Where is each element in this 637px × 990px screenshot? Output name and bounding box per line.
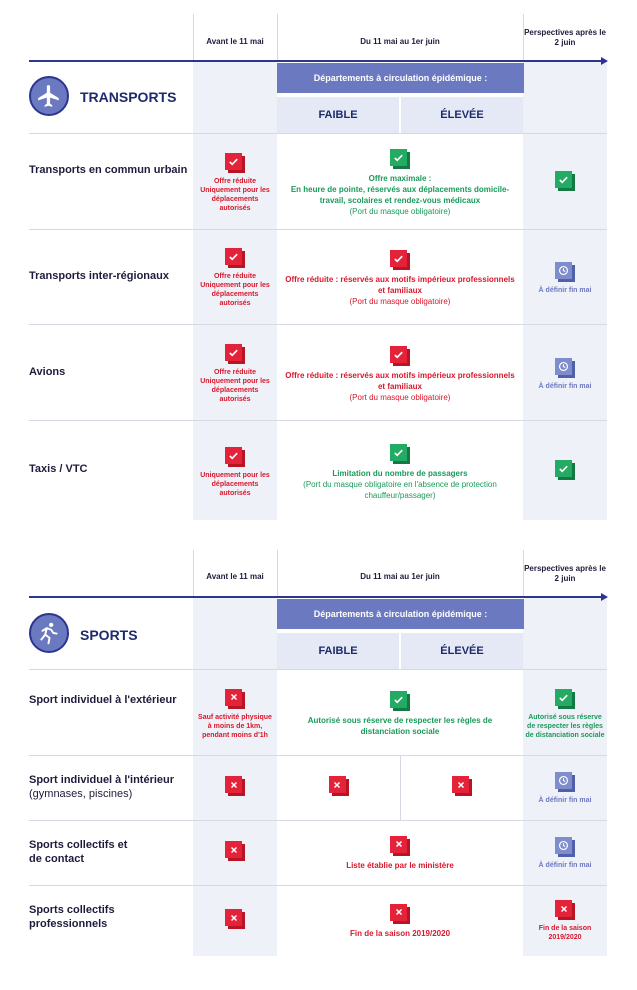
cell-during: Fin de la saison 2019/2020 bbox=[277, 887, 523, 955]
timeline-arrow-icon bbox=[601, 57, 608, 65]
cross-icon bbox=[225, 776, 245, 796]
check-icon bbox=[555, 689, 575, 709]
cell-before: Offre réduite Uniquement pour les déplacements autorisés bbox=[193, 140, 277, 226]
cross-icon bbox=[329, 776, 349, 796]
clock-icon bbox=[555, 262, 575, 282]
cell-before: Offre réduite Uniquement pour les déplacements autorisés bbox=[193, 235, 277, 321]
cell-before bbox=[193, 822, 277, 884]
cell-before bbox=[193, 757, 277, 819]
check-icon bbox=[390, 250, 410, 270]
row-label: Transports inter-régionaux bbox=[29, 270, 169, 282]
cell-before: Offre réduite Uniquement pour les déplacements autorisés bbox=[193, 331, 277, 417]
cell-low bbox=[277, 757, 400, 819]
row-label: Transports en commun urbain bbox=[29, 164, 188, 176]
header-before: Avant le 11 mai bbox=[206, 37, 264, 46]
check-icon bbox=[390, 149, 410, 169]
cross-icon bbox=[390, 904, 410, 924]
sports-section bbox=[0, 535, 637, 965]
check-icon bbox=[390, 346, 410, 366]
header-during: Du 11 mai au 1er juin bbox=[360, 572, 440, 581]
check-icon bbox=[390, 691, 410, 711]
clock-icon bbox=[555, 837, 575, 857]
cell-before: Sauf activité physique à moins de 1km, pendant moins d'1h bbox=[193, 675, 277, 753]
airplane-icon bbox=[29, 76, 69, 116]
row-label: Taxis / VTC bbox=[29, 463, 88, 475]
cell-during: Offre réduite : réservés aux motifs impérieux professionnels et familiaux (Port du masque obligatoire) bbox=[277, 235, 523, 321]
cell-before bbox=[193, 887, 277, 955]
cross-icon bbox=[225, 841, 245, 861]
cell-after: À définir fin mai bbox=[523, 757, 607, 819]
check-icon bbox=[555, 460, 575, 480]
cross-icon bbox=[390, 836, 410, 856]
header-low: FAIBLE bbox=[277, 97, 399, 133]
row-label: Sport individuel à l'extérieur bbox=[29, 694, 177, 706]
cross-icon bbox=[225, 153, 245, 173]
header-low: FAIBLE bbox=[277, 633, 399, 669]
cell-during: Liste établie par le ministère bbox=[277, 822, 523, 884]
header-high: ÉLEVÉE bbox=[401, 633, 523, 669]
check-icon bbox=[225, 344, 245, 364]
check-icon bbox=[225, 248, 245, 268]
cell-high bbox=[401, 757, 523, 819]
cell-before: Uniquement pour les déplacements autorisés bbox=[193, 427, 277, 517]
timeline-axis bbox=[29, 60, 603, 62]
section-title: TRANSPORTS bbox=[80, 89, 177, 105]
cell-after: À définir fin mai bbox=[523, 822, 607, 884]
row-label: Avions bbox=[29, 366, 66, 378]
clock-icon bbox=[555, 772, 575, 792]
row-sublabel: (gymnases, piscines) bbox=[29, 788, 133, 800]
cell-during: Offre maximale : En heure de pointe, réservés aux déplacements domicile-travail, scolaires et rendez-vous médicaux (Port du masque obligatoire) bbox=[277, 140, 523, 226]
check-icon bbox=[390, 444, 410, 464]
cell-after: À définir fin mai bbox=[523, 331, 607, 417]
cell-after: Fin de la saison 2019/2020 bbox=[523, 887, 607, 955]
cell-after: À définir fin mai bbox=[523, 235, 607, 321]
cross-icon bbox=[225, 909, 245, 929]
cell-after bbox=[523, 427, 607, 517]
cell-after: Autorisé sous réserve de respecter les règles de distanciation sociale bbox=[523, 675, 607, 753]
cross-icon bbox=[225, 689, 245, 709]
row-label: Sports collectifs professionnels bbox=[29, 904, 115, 930]
timeline-arrow-icon bbox=[601, 593, 608, 601]
section-title: SPORTS bbox=[80, 627, 138, 643]
row-label: Sport individuel à l'intérieur (gymnases, piscines) bbox=[29, 774, 175, 800]
cell-during: Limitation du nombre de passagers (Port du masque obligatoire en l'absence de protection chauffeur/passager) bbox=[277, 427, 523, 517]
timeline-axis bbox=[29, 596, 603, 598]
header-during: Du 11 mai au 1er juin bbox=[360, 37, 440, 46]
check-icon bbox=[225, 447, 245, 467]
header-after: Perspectives après le 2 juin bbox=[524, 28, 606, 47]
clock-icon bbox=[555, 358, 575, 378]
cross-icon bbox=[555, 900, 575, 920]
header-high: ÉLEVÉE bbox=[401, 97, 523, 133]
epidemic-banner: Départements à circulation épidémique : bbox=[277, 599, 524, 629]
cell-after bbox=[523, 140, 607, 226]
epidemic-banner: Départements à circulation épidémique : bbox=[277, 63, 524, 93]
cross-icon bbox=[452, 776, 472, 796]
check-icon bbox=[555, 171, 575, 191]
header-before: Avant le 11 mai bbox=[206, 572, 264, 581]
cell-during: Offre réduite : réservés aux motifs impérieux professionnels et familiaux (Port du masque obligatoire) bbox=[277, 331, 523, 417]
cell-during: Autorisé sous réserve de respecter les règles de distanciation sociale bbox=[277, 675, 523, 753]
row-label: Sports collectifs et de contact bbox=[29, 839, 128, 865]
runner-icon bbox=[29, 613, 69, 653]
header-after: Perspectives après le 2 juin bbox=[524, 564, 606, 583]
